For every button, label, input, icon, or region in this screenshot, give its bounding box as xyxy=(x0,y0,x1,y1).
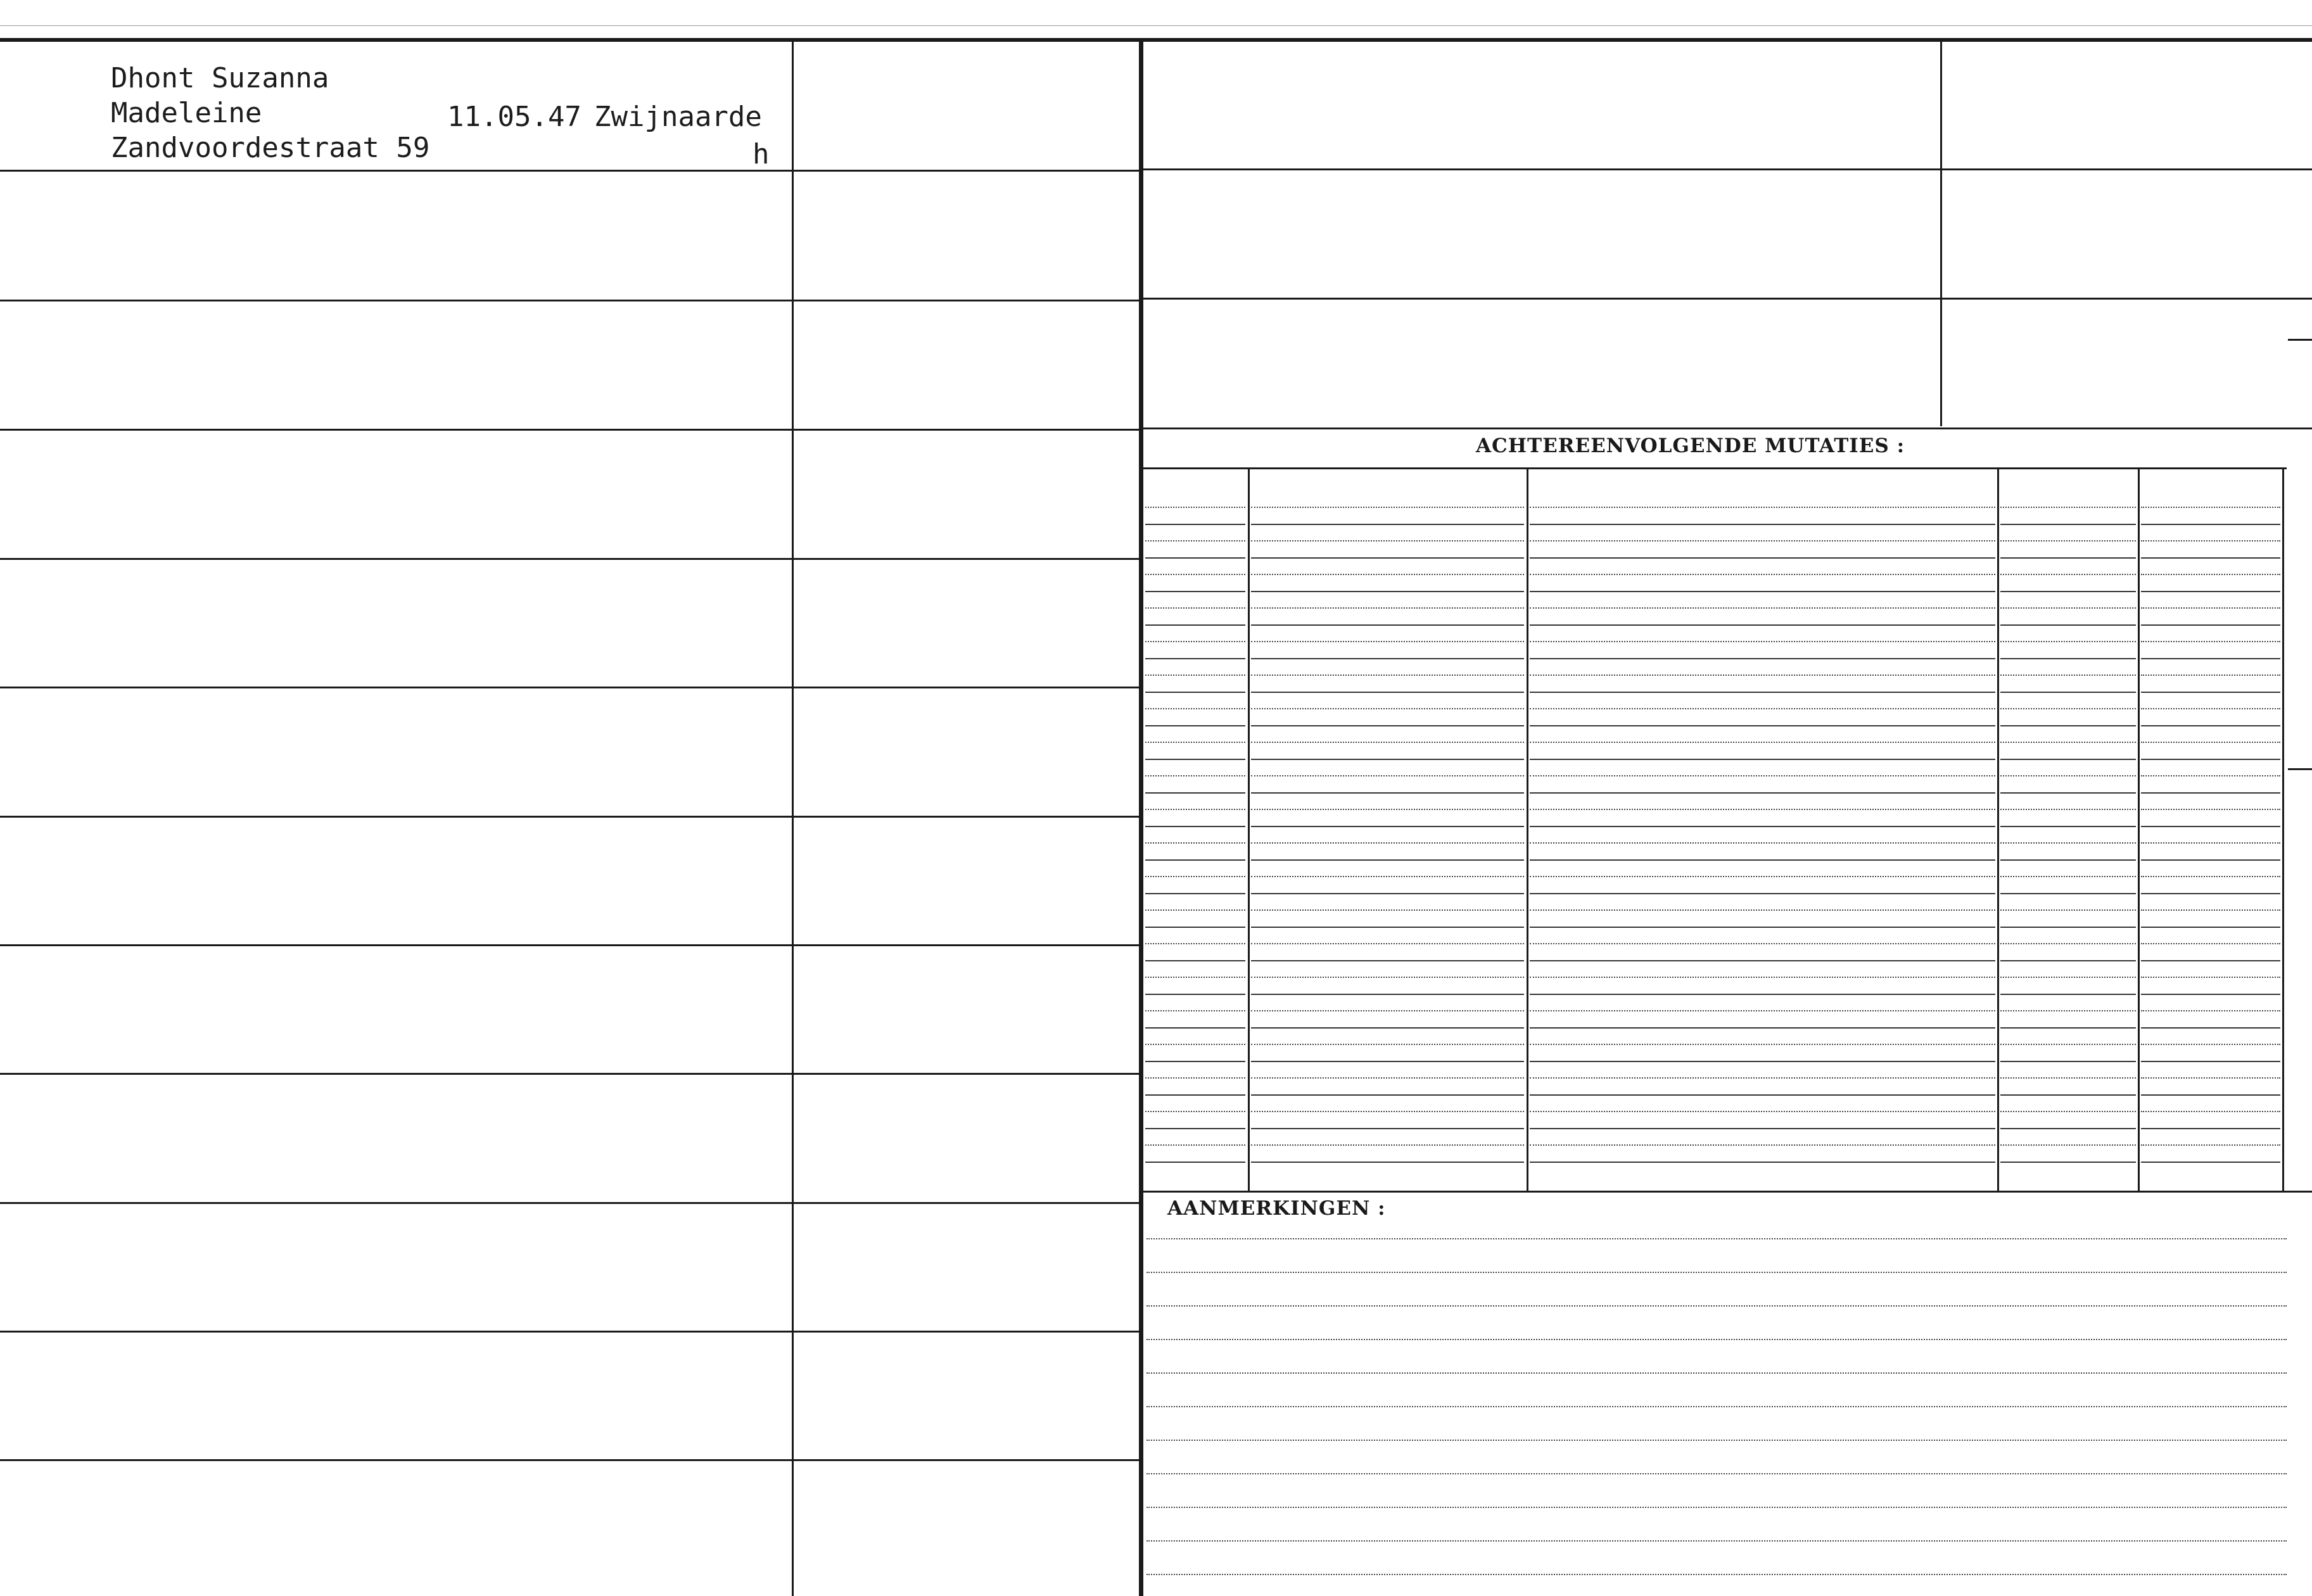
remarks-rule xyxy=(1146,1339,2287,1340)
mutations-rule xyxy=(1145,624,1245,626)
mutations-rule xyxy=(1145,725,1245,726)
mutations-rule xyxy=(1530,524,1995,525)
right-row-line-1 xyxy=(1143,168,2312,170)
mutations-rule xyxy=(1530,826,1995,827)
left-row-line xyxy=(0,558,792,560)
mutations-rule xyxy=(1530,909,1995,911)
mutations-rule xyxy=(2000,1010,2136,1011)
mutations-rule xyxy=(2141,574,2280,575)
remarks-rule xyxy=(1146,1406,2287,1407)
mutations-rule xyxy=(1530,708,1995,709)
mutations-rule xyxy=(1251,759,1524,760)
mutations-rule xyxy=(1530,809,1995,810)
mutations-rule xyxy=(2000,842,2136,844)
mutations-rule xyxy=(2000,943,2136,944)
mutations-rule xyxy=(1251,607,1524,609)
mutations-rule xyxy=(1530,1027,1995,1029)
mutations-rule xyxy=(2141,809,2280,810)
mutations-rule xyxy=(1251,859,1524,861)
mutations-rule xyxy=(2000,507,2136,508)
mutations-rule xyxy=(1251,725,1524,726)
mutations-rule xyxy=(1145,641,1245,642)
mutations-rule xyxy=(1145,591,1245,592)
mutations-rule xyxy=(1530,1111,1995,1112)
mutations-rule xyxy=(1145,842,1245,844)
mutations-rule xyxy=(1530,658,1995,659)
mutations-rule xyxy=(1145,607,1245,609)
mutations-rule xyxy=(1145,960,1245,961)
mutations-rule xyxy=(2141,893,2280,894)
middle-row-line xyxy=(794,558,1139,560)
mutations-rule xyxy=(1530,792,1995,794)
mutations-rule xyxy=(2000,826,2136,827)
middle-row-line xyxy=(794,300,1139,301)
mutations-rule xyxy=(2000,725,2136,726)
mutations-rule xyxy=(1530,759,1995,760)
mutations-rule xyxy=(1251,658,1524,659)
mutations-rule xyxy=(2141,792,2280,794)
mutations-rule xyxy=(1530,641,1995,642)
mutations-rule xyxy=(1251,1027,1524,1029)
mutations-rule xyxy=(1145,775,1245,776)
mutations-rule xyxy=(2141,1027,2280,1029)
mutations-rule xyxy=(1145,1111,1245,1112)
mutations-rule xyxy=(1145,1010,1245,1011)
mutations-rule xyxy=(2000,960,2136,961)
middle-row-line xyxy=(794,1202,1139,1204)
mutations-rule xyxy=(1251,742,1524,743)
mutations-rule xyxy=(1145,792,1245,794)
address-line: Zandvoordestraat 59 xyxy=(111,132,430,164)
mutations-rule xyxy=(1251,893,1524,894)
mutations-rule xyxy=(2000,624,2136,626)
mutations-col-divider-1 xyxy=(1248,469,1250,1191)
mutations-rule xyxy=(2000,759,2136,760)
birth-place: Zwijnaarde xyxy=(594,101,762,133)
mutations-rule xyxy=(1530,876,1995,877)
mutations-rule xyxy=(1251,540,1524,542)
mutations-rule xyxy=(2000,792,2136,794)
mutations-rule xyxy=(2000,775,2136,776)
mutations-rule xyxy=(2000,1094,2136,1096)
mutations-rule xyxy=(1530,977,1995,978)
middle-row-line xyxy=(794,429,1139,431)
left-row-line xyxy=(0,1073,792,1075)
mutations-rule xyxy=(1530,893,1995,894)
mutations-rule xyxy=(1145,524,1245,525)
mutations-rule xyxy=(2141,540,2280,542)
mutations-rule xyxy=(2141,842,2280,844)
right-row-line-3 xyxy=(1143,428,2312,429)
mutations-rule xyxy=(1530,859,1995,861)
mutations-rule xyxy=(2141,927,2280,928)
mutations-rule xyxy=(1145,658,1245,659)
mutations-rule xyxy=(1530,1061,1995,1062)
name-line-1: Dhont Suzanna xyxy=(111,62,329,94)
mutations-rule xyxy=(1251,507,1524,508)
name-line-2: Madeleine xyxy=(111,97,262,129)
mutations-rule xyxy=(1145,1162,1245,1163)
mutations-rule xyxy=(1145,809,1245,810)
left-row-line xyxy=(0,170,792,172)
edge-tick-2 xyxy=(2288,768,2312,770)
mutations-rule xyxy=(2000,708,2136,709)
mutations-rule xyxy=(2141,641,2280,642)
mutations-rule xyxy=(2141,658,2280,659)
mutations-rule xyxy=(1530,1044,1995,1045)
mutations-rule xyxy=(1145,1027,1245,1029)
mutations-rule xyxy=(2000,1077,2136,1079)
mutations-rule xyxy=(1530,591,1995,592)
mutations-rule xyxy=(1251,1111,1524,1112)
mutations-rule xyxy=(1530,927,1995,928)
mutations-rule xyxy=(1530,1162,1995,1163)
mutations-rule xyxy=(2141,977,2280,978)
mutations-rule xyxy=(1145,1128,1245,1129)
remarks-rule xyxy=(1146,1473,2287,1474)
mutations-rule xyxy=(1530,960,1995,961)
mutations-rule xyxy=(1530,507,1995,508)
mutations-rule xyxy=(2141,507,2280,508)
top-border xyxy=(0,38,2312,42)
mutations-rule xyxy=(1251,994,1524,995)
mutations-rule xyxy=(2000,1111,2136,1112)
remarks-rule xyxy=(1146,1507,2287,1508)
mutations-rule xyxy=(2000,909,2136,911)
remarks-rule xyxy=(1146,1305,2287,1307)
left-column-divider xyxy=(792,40,794,1596)
mutations-rule xyxy=(1145,540,1245,542)
top-edge-line xyxy=(0,25,2312,26)
mutations-rule xyxy=(1251,826,1524,827)
mutations-rule xyxy=(1251,708,1524,709)
mutations-rule xyxy=(2141,994,2280,995)
mutations-rule xyxy=(1530,943,1995,944)
remarks-heading: AANMERKINGEN : xyxy=(1167,1197,1386,1220)
left-row-line xyxy=(0,1202,792,1204)
mutations-rule xyxy=(1145,1094,1245,1096)
mutations-rule xyxy=(1251,674,1524,676)
mutations-rule xyxy=(1145,977,1245,978)
mutations-rule xyxy=(1145,893,1245,894)
middle-row-line xyxy=(794,944,1139,946)
birth-date: 11.05.47 xyxy=(447,101,581,133)
mutations-rule xyxy=(2000,524,2136,525)
mutations-rule xyxy=(2141,1144,2280,1146)
mutations-rule xyxy=(2000,893,2136,894)
mutations-rule xyxy=(2141,624,2280,626)
mutations-rule xyxy=(1251,1128,1524,1129)
mutations-rule xyxy=(1145,943,1245,944)
mutations-rule xyxy=(1145,994,1245,995)
mutations-rule xyxy=(1251,591,1524,592)
mutations-rule xyxy=(2141,909,2280,911)
remarks-rule xyxy=(1146,1238,2287,1239)
mutations-rule xyxy=(1251,1044,1524,1045)
middle-row-line xyxy=(794,687,1139,688)
edge-tick-1 xyxy=(2288,339,2312,341)
mutations-rule xyxy=(2141,1162,2280,1163)
mutations-rule xyxy=(1251,842,1524,844)
mutations-rule xyxy=(2000,927,2136,928)
mutations-table-top xyxy=(1143,467,2287,469)
mutations-rule xyxy=(1145,1061,1245,1062)
mutations-rule xyxy=(1145,507,1245,508)
left-row-line xyxy=(0,1459,792,1461)
right-top-divider xyxy=(1940,40,1942,426)
mutations-rule xyxy=(2000,977,2136,978)
mutations-rule xyxy=(1251,524,1524,525)
mutations-rule xyxy=(1145,927,1245,928)
mutations-rule xyxy=(1251,692,1524,693)
right-row-line-2 xyxy=(1143,298,2312,300)
mutations-rule xyxy=(1251,1061,1524,1062)
mutations-rule xyxy=(2141,1044,2280,1045)
mutations-rule xyxy=(1145,692,1245,693)
mutations-rule xyxy=(2000,540,2136,542)
mutations-rule xyxy=(2000,607,2136,609)
remarks-rule xyxy=(1146,1574,2287,1575)
mutations-rule xyxy=(2000,742,2136,743)
remarks-rule xyxy=(1146,1440,2287,1441)
mutations-rule xyxy=(1145,674,1245,676)
mutations-rule xyxy=(1145,742,1245,743)
mutations-rule xyxy=(2000,641,2136,642)
middle-row-line xyxy=(794,1331,1139,1333)
left-row-line xyxy=(0,816,792,818)
mutations-rule xyxy=(1530,775,1995,776)
mutations-rule xyxy=(2141,708,2280,709)
mutations-rule xyxy=(2000,1128,2136,1129)
marker-letter: h xyxy=(753,138,770,170)
remarks-rule xyxy=(1146,1272,2287,1273)
mutations-rule xyxy=(2000,692,2136,693)
left-row-line xyxy=(0,687,792,688)
mutations-rule xyxy=(1530,1010,1995,1011)
mutations-rule xyxy=(1530,674,1995,676)
mutations-rule xyxy=(1530,540,1995,542)
mutations-rule xyxy=(1251,641,1524,642)
mutations-table-right xyxy=(2282,469,2284,1191)
mutations-rule xyxy=(1530,1094,1995,1096)
mutations-rule xyxy=(2141,775,2280,776)
mutations-rule xyxy=(1145,876,1245,877)
mutations-rule xyxy=(2000,859,2136,861)
mutations-rule xyxy=(1145,826,1245,827)
mutations-rule xyxy=(2141,960,2280,961)
mutations-rule xyxy=(2141,1128,2280,1129)
mutations-rule xyxy=(2000,557,2136,559)
mutations-rule xyxy=(2000,809,2136,810)
mutations-rule xyxy=(1530,842,1995,844)
mutations-rule xyxy=(2141,607,2280,609)
mutations-rule xyxy=(1251,1094,1524,1096)
mutations-col-divider-2 xyxy=(1527,469,1528,1191)
mutations-rule xyxy=(2000,994,2136,995)
mutations-rule xyxy=(2141,1077,2280,1079)
mutations-rule xyxy=(1530,1077,1995,1079)
middle-row-line xyxy=(794,170,1139,172)
left-row-line xyxy=(0,944,792,946)
mutations-rule xyxy=(1145,574,1245,575)
mutations-rule xyxy=(1251,927,1524,928)
mutations-rule xyxy=(1251,775,1524,776)
mutations-rule xyxy=(1145,909,1245,911)
mutations-rule xyxy=(1251,809,1524,810)
left-row-line xyxy=(0,300,792,301)
mutations-rule xyxy=(2141,876,2280,877)
mutations-rule xyxy=(1530,742,1995,743)
mutations-rule xyxy=(2141,1010,2280,1011)
mutations-rule xyxy=(1530,692,1995,693)
mutations-rule xyxy=(2141,1061,2280,1062)
middle-row-line xyxy=(794,1073,1139,1075)
mutations-table-bottom xyxy=(1143,1191,2312,1193)
mutations-rule xyxy=(1530,994,1995,995)
mutations-rule xyxy=(2000,1061,2136,1062)
mutations-rule xyxy=(2141,859,2280,861)
mutations-rule xyxy=(2000,876,2136,877)
mutations-rule xyxy=(1530,1128,1995,1129)
mutations-rule xyxy=(2000,591,2136,592)
mutations-rule xyxy=(1251,557,1524,559)
mutations-rule xyxy=(2000,674,2136,676)
middle-row-line xyxy=(794,1459,1139,1461)
mutations-col-divider-3 xyxy=(1997,469,1999,1191)
left-row-line xyxy=(0,429,792,431)
mutations-rule xyxy=(2000,1162,2136,1163)
mutations-rule xyxy=(1530,1144,1995,1146)
center-divider xyxy=(1139,40,1143,1596)
mutations-rule xyxy=(2000,1144,2136,1146)
mutations-rule xyxy=(1251,909,1524,911)
mutations-rule xyxy=(2141,557,2280,559)
mutations-rule xyxy=(1145,557,1245,559)
mutations-rule xyxy=(2000,658,2136,659)
mutations-rule xyxy=(1530,624,1995,626)
middle-row-line xyxy=(794,816,1139,818)
mutations-rule xyxy=(1145,1044,1245,1045)
mutations-rule xyxy=(1145,759,1245,760)
left-row-line xyxy=(0,1331,792,1333)
mutations-rule xyxy=(1251,1162,1524,1163)
mutations-rule xyxy=(1251,792,1524,794)
mutations-rule xyxy=(2141,674,2280,676)
mutations-rule xyxy=(1145,1077,1245,1079)
mutations-rule xyxy=(1251,960,1524,961)
mutations-rule xyxy=(2141,692,2280,693)
remarks-rule xyxy=(1146,1372,2287,1374)
mutations-rule xyxy=(2000,1044,2136,1045)
remarks-rule xyxy=(1146,1540,2287,1542)
mutations-rule xyxy=(1251,876,1524,877)
mutations-rule xyxy=(1251,624,1524,626)
mutations-rule xyxy=(2000,574,2136,575)
mutations-rule xyxy=(2141,524,2280,525)
mutations-rule xyxy=(1251,574,1524,575)
mutations-rule xyxy=(1251,1144,1524,1146)
mutations-rule xyxy=(1251,1077,1524,1079)
mutations-rule xyxy=(2141,759,2280,760)
mutations-rule xyxy=(2141,826,2280,827)
mutations-rule xyxy=(1145,708,1245,709)
mutations-rule xyxy=(1251,977,1524,978)
mutations-rule xyxy=(1530,725,1995,726)
mutations-rule xyxy=(2141,742,2280,743)
mutations-heading: ACHTEREENVOLGENDE MUTATIES : xyxy=(1476,434,1905,457)
mutations-rule xyxy=(2141,725,2280,726)
mutations-rule xyxy=(2141,943,2280,944)
mutations-rule xyxy=(1530,557,1995,559)
mutations-rule xyxy=(1145,859,1245,861)
mutations-rule xyxy=(1530,574,1995,575)
mutations-rule xyxy=(2141,1111,2280,1112)
mutations-rule xyxy=(2141,1094,2280,1096)
mutations-rule xyxy=(2000,1027,2136,1029)
mutations-rule xyxy=(1251,943,1524,944)
mutations-col-divider-4 xyxy=(2138,469,2140,1191)
mutations-rule xyxy=(2141,591,2280,592)
mutations-rule xyxy=(1530,607,1995,609)
mutations-rule xyxy=(1145,1144,1245,1146)
mutations-rule xyxy=(1251,1010,1524,1011)
